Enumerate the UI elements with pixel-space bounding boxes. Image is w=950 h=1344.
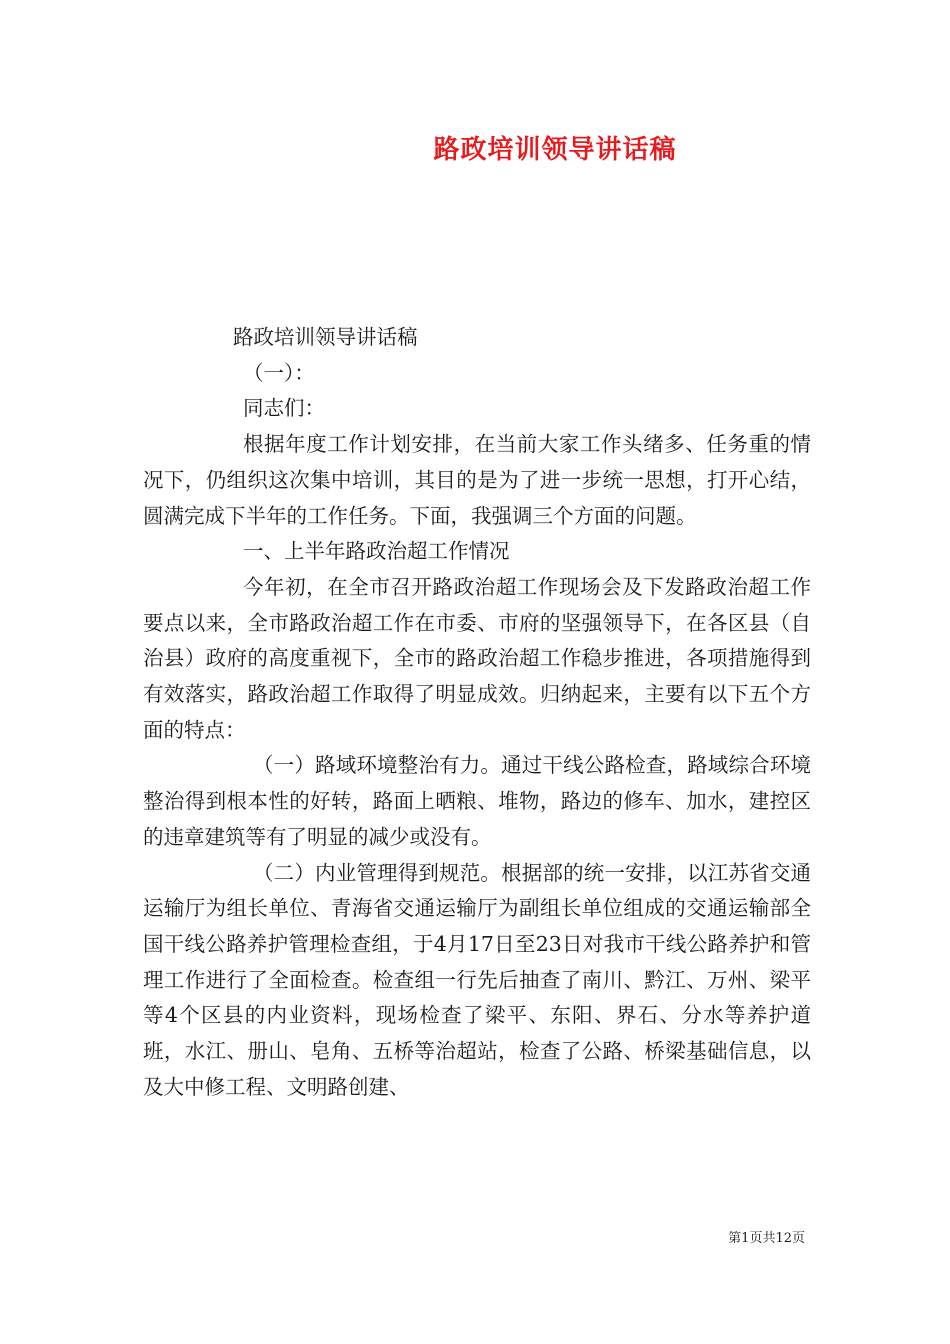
document-subtitle: 路政培训领导讲话稿 (233, 325, 418, 349)
paragraph-point-two: （二）内业管理得到规范。根据部的统一安排，以江苏省交通运输厅为组长单位、青海省交通运输厅为副组长单位组成的交通运输部全国干线公路养护管理检查组，于4月17日至23日对我市干线公路养护和管理工作进行了全面检查。检查组一行先后抽查了南川、黔江、万州、梁平等4个区县的内业资料，现场检查了梁平、东阳、界石、分水等养护道班，水江、册山、皂角、五桥等治超站，检查了公路、桥梁基础信息，以及大中修工程、文明路创建、 (143, 860, 811, 1099)
salutation: 同志们： (243, 396, 325, 421)
paragraph-intro: 根据年度工作计划安排，在当前大家工作头绪多、任务重的情况下，仍组织这次集中培训，其目的是为了进一步统一思想，打开心结，圆满完成下半年的工作任务。下面，我强调三个方面的问题。 (143, 432, 811, 528)
section-marker: （一）： (243, 360, 315, 385)
paragraph-point-one: （一）路域环境整治有力。通过干线公路检查，路域综合环境整治得到根本性的好转，路面上晒粮、堆物，路边的修车、加水，建控区的违章建筑等有了明显的减少或没有。 (143, 753, 811, 849)
page-number-footer: 第1页共12页 (728, 1231, 805, 1246)
document-title: 路政培训领导讲话稿 (433, 135, 677, 165)
paragraph-summary: 今年初，在全市召开路政治超工作现场会及下发路政治超工作要点以来，全市路政治超工作在市委、市府的坚强领导下，在各区县（自治县）政府的高度重视下，全市的路政治超工作稳步推进，各项措施得到有效落实，路政治超工作取得了明显成效。归纳起来，主要有以下五个方面的特点： (143, 574, 811, 742)
heading-one: 一、上半年路政治超工作情况 (243, 539, 510, 564)
document-body (143, 320, 811, 1105)
